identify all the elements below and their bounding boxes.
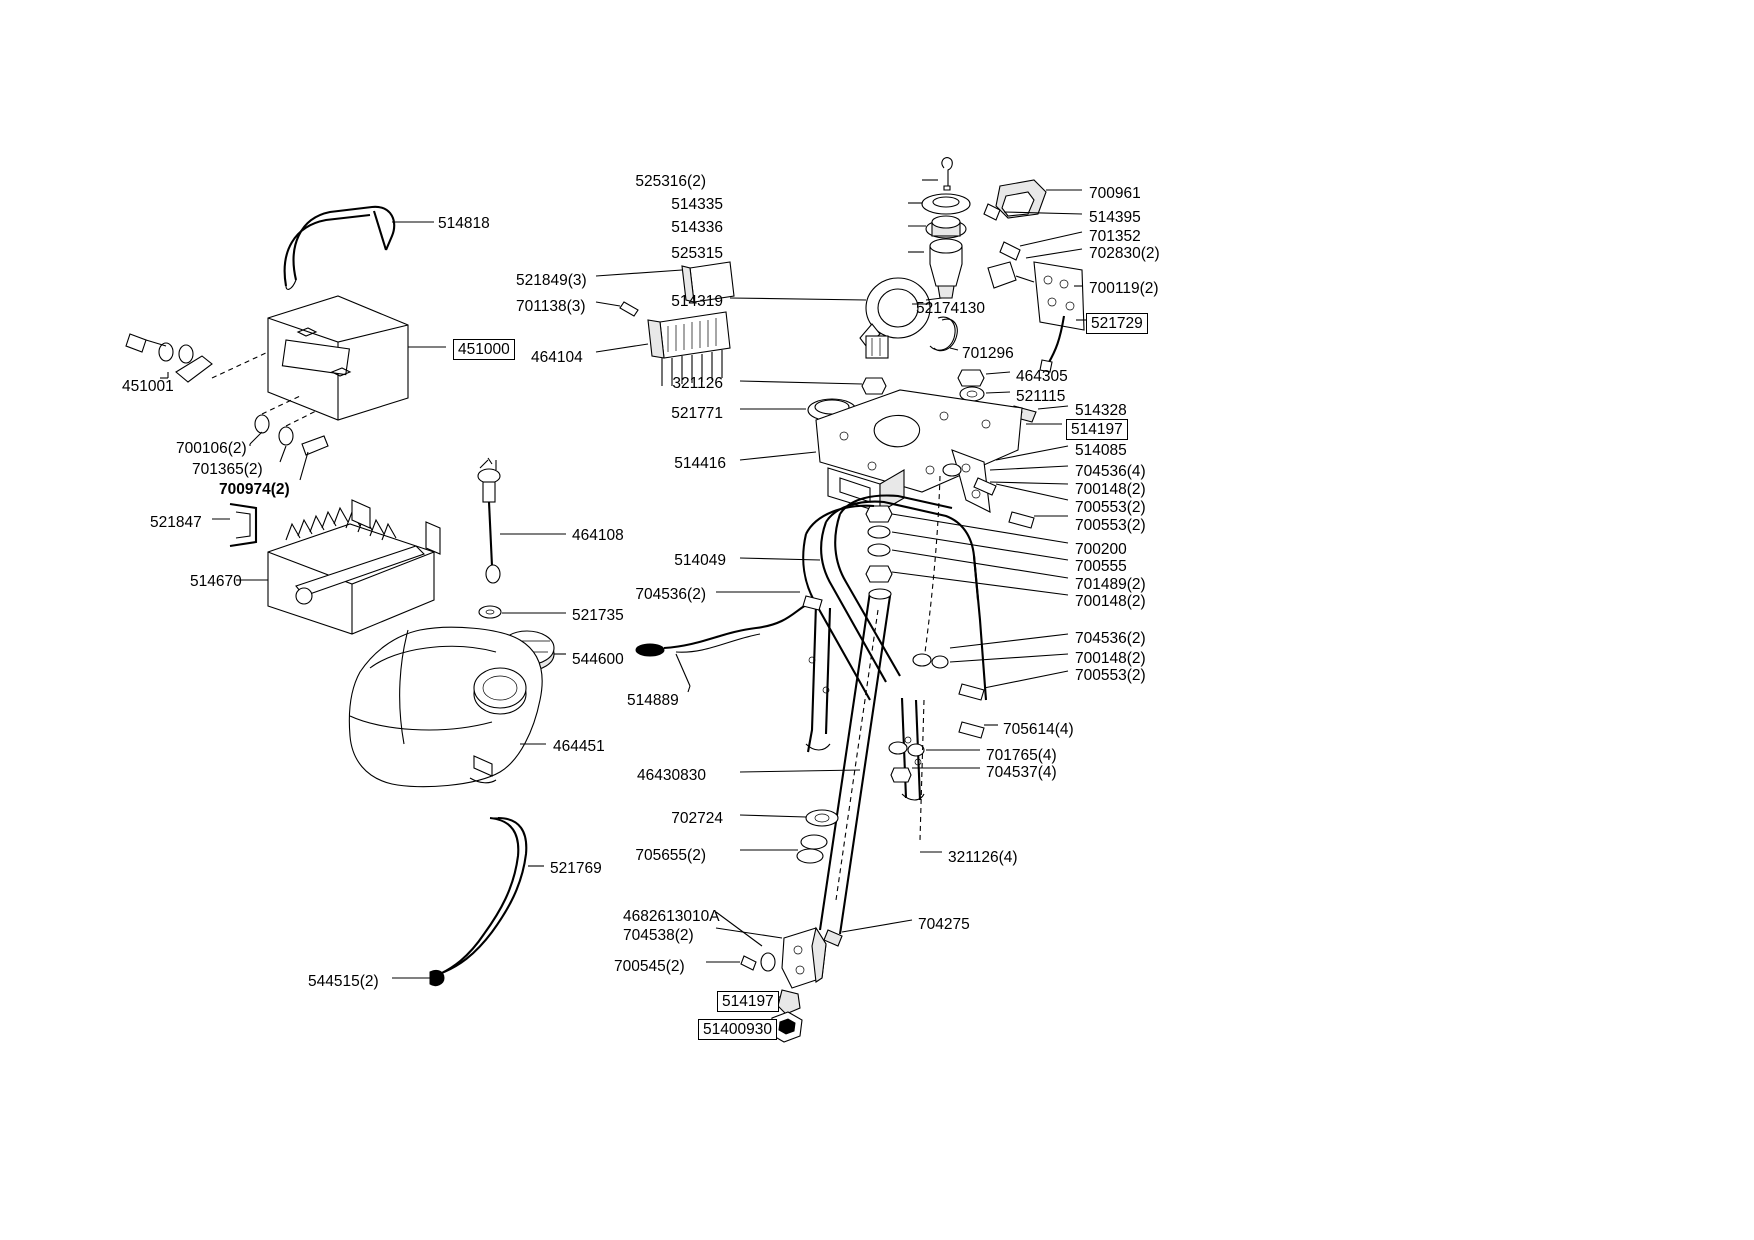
label-514336: 514336 bbox=[671, 219, 723, 236]
label-700974: 700974(2) bbox=[219, 481, 290, 498]
label-701765: 701765(4) bbox=[986, 747, 1057, 764]
label-514197-upper: 514197 bbox=[1066, 419, 1128, 440]
label-4682613010A: 4682613010A bbox=[623, 908, 720, 925]
part-514416-plate bbox=[740, 390, 1068, 512]
label-704536-2a: 704536(2) bbox=[635, 586, 706, 603]
label-705614: 705614(4) bbox=[1003, 721, 1074, 738]
label-514395: 514395 bbox=[1089, 209, 1141, 226]
label-514049: 514049 bbox=[674, 552, 726, 569]
label-521769: 521769 bbox=[550, 860, 602, 877]
label-704536-4: 704536(4) bbox=[1075, 463, 1146, 480]
label-704537: 704537(4) bbox=[986, 764, 1057, 781]
label-51400930: 51400930 bbox=[698, 1019, 777, 1040]
part-514319-motor bbox=[730, 278, 958, 358]
part-521847-bracket bbox=[212, 504, 256, 546]
label-514818: 514818 bbox=[438, 215, 490, 232]
label-464108: 464108 bbox=[572, 527, 624, 544]
label-705655: 705655(2) bbox=[635, 847, 706, 864]
part-521735-washer bbox=[479, 606, 566, 618]
label-514197-lower: 514197 bbox=[717, 991, 779, 1012]
label-700148-a: 700148(2) bbox=[1075, 481, 1146, 498]
label-701138: 701138(3) bbox=[516, 298, 586, 315]
label-321126-4: 321126(4) bbox=[948, 849, 1018, 866]
label-521735: 521735 bbox=[572, 607, 624, 624]
label-700961: 700961 bbox=[1089, 185, 1141, 202]
label-704538: 704538(2) bbox=[623, 927, 694, 944]
label-514319: 514319 bbox=[671, 293, 723, 310]
label-521115: 521115 bbox=[1016, 388, 1066, 405]
label-521729: 521729 bbox=[1086, 313, 1148, 334]
label-525315: 525315 bbox=[671, 245, 723, 262]
label-46430830: 46430830 bbox=[637, 767, 706, 784]
label-464451: 464451 bbox=[553, 738, 605, 755]
label-451001: 451001 bbox=[122, 378, 174, 395]
label-700553-a: 700553(2) bbox=[1075, 499, 1146, 516]
label-704275: 704275 bbox=[918, 916, 970, 933]
label-700148-b: 700148(2) bbox=[1075, 593, 1146, 610]
label-702724: 702724 bbox=[671, 810, 723, 827]
label-514085: 514085 bbox=[1075, 442, 1127, 459]
label-514335: 514335 bbox=[671, 196, 723, 213]
label-700200: 700200 bbox=[1075, 541, 1127, 558]
label-700545: 700545(2) bbox=[614, 958, 685, 975]
label-700555: 700555 bbox=[1075, 558, 1127, 575]
part-464108-dipstick bbox=[478, 458, 566, 583]
label-702830: 702830(2) bbox=[1089, 245, 1160, 262]
label-544600: 544600 bbox=[572, 651, 624, 668]
label-700148-c: 700148(2) bbox=[1075, 650, 1146, 667]
label-514670: 514670 bbox=[190, 573, 242, 590]
label-514416: 514416 bbox=[674, 455, 726, 472]
label-464305: 464305 bbox=[1016, 368, 1068, 385]
part-ignition-stack bbox=[908, 158, 970, 298]
part-514670-tray bbox=[236, 500, 440, 634]
label-700106: 700106(2) bbox=[176, 440, 247, 457]
label-701489: 701489(2) bbox=[1075, 576, 1146, 593]
label-514889: 514889 bbox=[627, 692, 679, 709]
label-544515: 544515(2) bbox=[308, 973, 379, 990]
label-701352: 701352 bbox=[1089, 228, 1141, 245]
part-514049-handle bbox=[716, 496, 986, 800]
part-464104-connector bbox=[596, 262, 734, 386]
label-701296: 701296 bbox=[962, 345, 1014, 362]
label-514328: 514328 bbox=[1075, 402, 1127, 419]
label-700553-c: 700553(2) bbox=[1075, 667, 1146, 684]
label-451000: 451000 bbox=[453, 339, 515, 360]
label-521849: 521849(3) bbox=[516, 272, 587, 289]
part-fastener-column-2 bbox=[889, 634, 1068, 852]
label-525316: 525316(2) bbox=[635, 173, 706, 190]
part-514889-cable bbox=[636, 602, 812, 692]
label-321126: 321126 bbox=[672, 375, 723, 392]
label-521847: 521847 bbox=[150, 514, 202, 531]
label-704536-2b: 704536(2) bbox=[1075, 630, 1146, 647]
part-514818-wire bbox=[285, 207, 434, 290]
label-464104: 464104 bbox=[531, 349, 583, 366]
part-451000-battery bbox=[126, 296, 446, 480]
part-700961-group bbox=[984, 180, 1086, 372]
part-521769-hose bbox=[392, 818, 544, 986]
label-52174130: 52174130 bbox=[916, 300, 985, 317]
label-700553-b: 700553(2) bbox=[1075, 517, 1146, 534]
label-701365: 701365(2) bbox=[192, 461, 263, 478]
label-521771: 521771 bbox=[671, 405, 723, 422]
label-700119: 700119(2) bbox=[1089, 280, 1159, 297]
part-464451-tank bbox=[349, 627, 546, 786]
